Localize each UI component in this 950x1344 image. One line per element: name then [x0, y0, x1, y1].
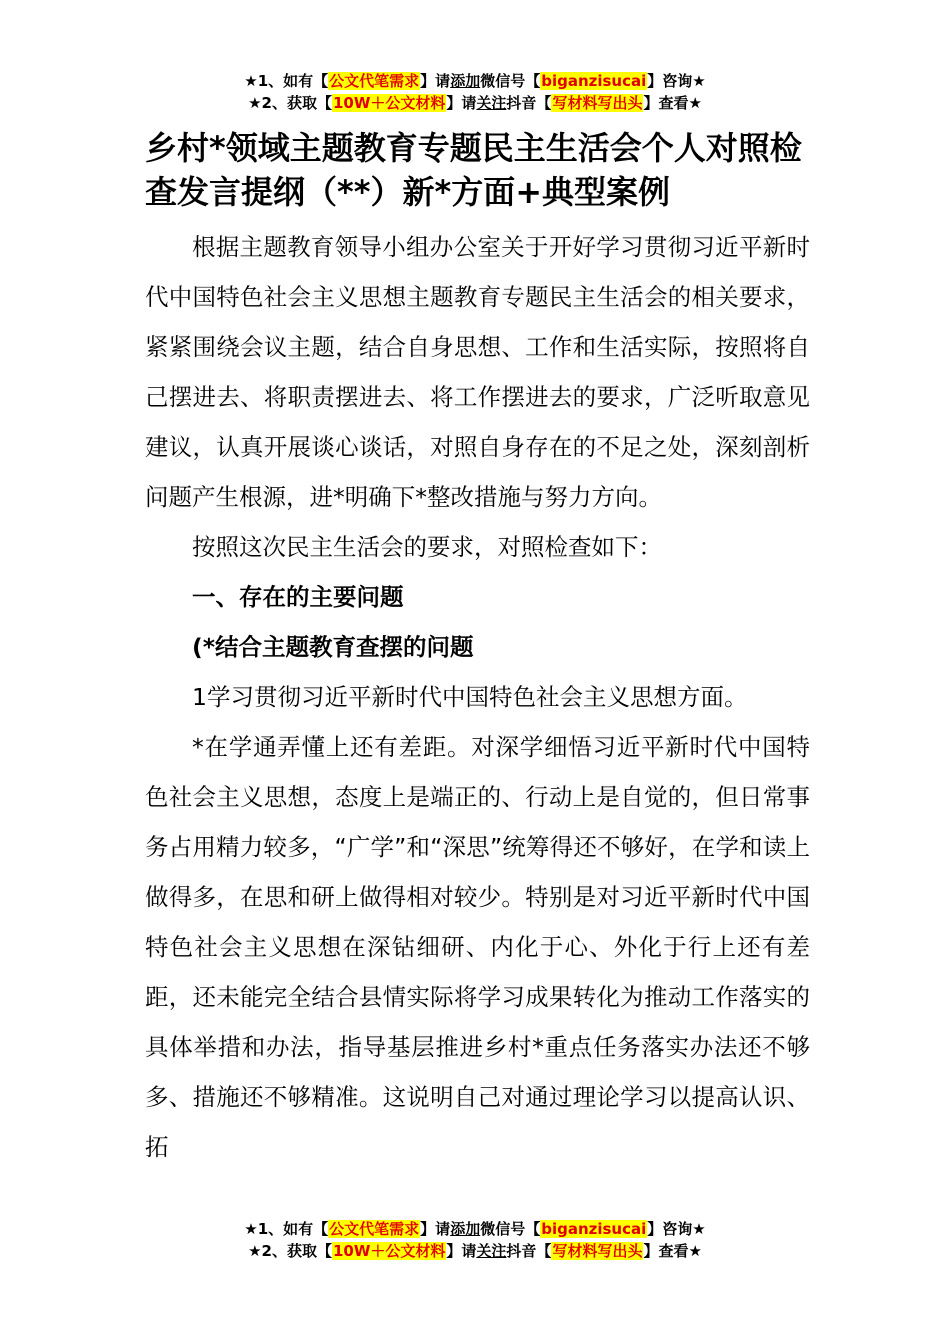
banner-highlight: 公文代笔需求	[329, 1220, 420, 1238]
banner-text: 】请	[446, 1242, 477, 1260]
paragraph: 1学习贯彻习近平新时代中国特色社会主义思想方面。	[192, 683, 748, 711]
banner-douyin-id[interactable]: 写材料写出头	[552, 1242, 643, 1260]
banner-wechat-id[interactable]: biganzisucai	[541, 72, 647, 90]
section-heading: 一、存在的主要问题	[192, 583, 404, 611]
banner-douyin-id[interactable]: 写材料写出头	[552, 94, 643, 112]
banner-underlined: 添加	[450, 72, 481, 90]
banner-text: 微信号【	[480, 72, 541, 90]
subsection-heading: (*结合主题教育查摆的问题	[192, 633, 474, 661]
banner-line-1	[0, 70, 950, 92]
banner-highlight: 10W＋公文材料	[332, 1242, 446, 1260]
banner-text: ★1、如有【	[244, 72, 329, 90]
banner-text: ★1、如有【	[244, 1220, 329, 1238]
paragraph: 按照这次民主生活会的要求，对照检查如下：	[192, 533, 662, 561]
banner-text: 】请	[420, 1220, 451, 1238]
footer-banner	[0, 1218, 950, 1262]
banner-text: 】咨询★	[647, 72, 706, 90]
banner-text: 】查看★	[643, 94, 702, 112]
banner-wechat-id[interactable]: biganzisucai	[541, 1220, 647, 1238]
banner-text: 抖音【	[506, 1242, 552, 1260]
header-banner	[0, 70, 950, 114]
intro-paragraph: 根据主题教育领导小组办公室关于开好学习贯彻习近平新时代中国特色社会主义思想主题教育专题民主生活会的相关要求，紧紧围绕会议主题，结合自身思想、工作和生活实际，按照将自己摆进去、将职责摆进去、将工作摆进去的要求，广泛听取意见建议，认真开展谈心谈话，对照自身存在的不足之处，深刻剖析问题产生根源，进*明确下*整改措施与努力方向。	[145, 233, 810, 511]
banner-highlight: 公文代笔需求	[329, 72, 420, 90]
banner-underlined: 关注	[476, 94, 507, 112]
banner-text: 抖音【	[506, 94, 552, 112]
banner-text: 】请	[446, 94, 477, 112]
banner-line-2	[0, 1240, 950, 1262]
banner-text: 】查看★	[643, 1242, 702, 1260]
document-body	[145, 222, 810, 1172]
banner-text: 】咨询★	[647, 1220, 706, 1238]
banner-text: ★2、获取【	[248, 1242, 332, 1260]
banner-underlined: 添加	[450, 1220, 481, 1238]
banner-text: ★2、获取【	[248, 94, 332, 112]
document-title: 乡村*领域主题教育专题民主生活会个人对照检查发言提纲（**）新*方面+典型案例	[145, 129, 802, 211]
banner-line-2	[0, 92, 950, 114]
banner-text: 微信号【	[480, 1220, 541, 1238]
banner-line-1	[0, 1218, 950, 1240]
banner-text: 】请	[420, 72, 451, 90]
banner-underlined: 关注	[476, 1242, 507, 1260]
paragraph: *在学通弄懂上还有差距。对深学细悟习近平新时代中国特色社会主义思想，态度上是端正的、行动上是自觉的，但日常事务占用精力较多，“广学”和“深思”统筹得还不够好，在学和读上做得多，在思和研上做得相对较少。特别是对习近平新时代中国特色社会主义思想在深钻细研、内化于心、外化于行上还有差距，还未能完全结合县情实际将学习成果转化为推动工作落实的具体举措和办法，指导基层推进乡村*重点任务落实办法还不够多、措施还不够精准。这说明自己对通过理论学习以提高认识、拓	[145, 733, 810, 1161]
banner-highlight: 10W＋公文材料	[332, 94, 446, 112]
